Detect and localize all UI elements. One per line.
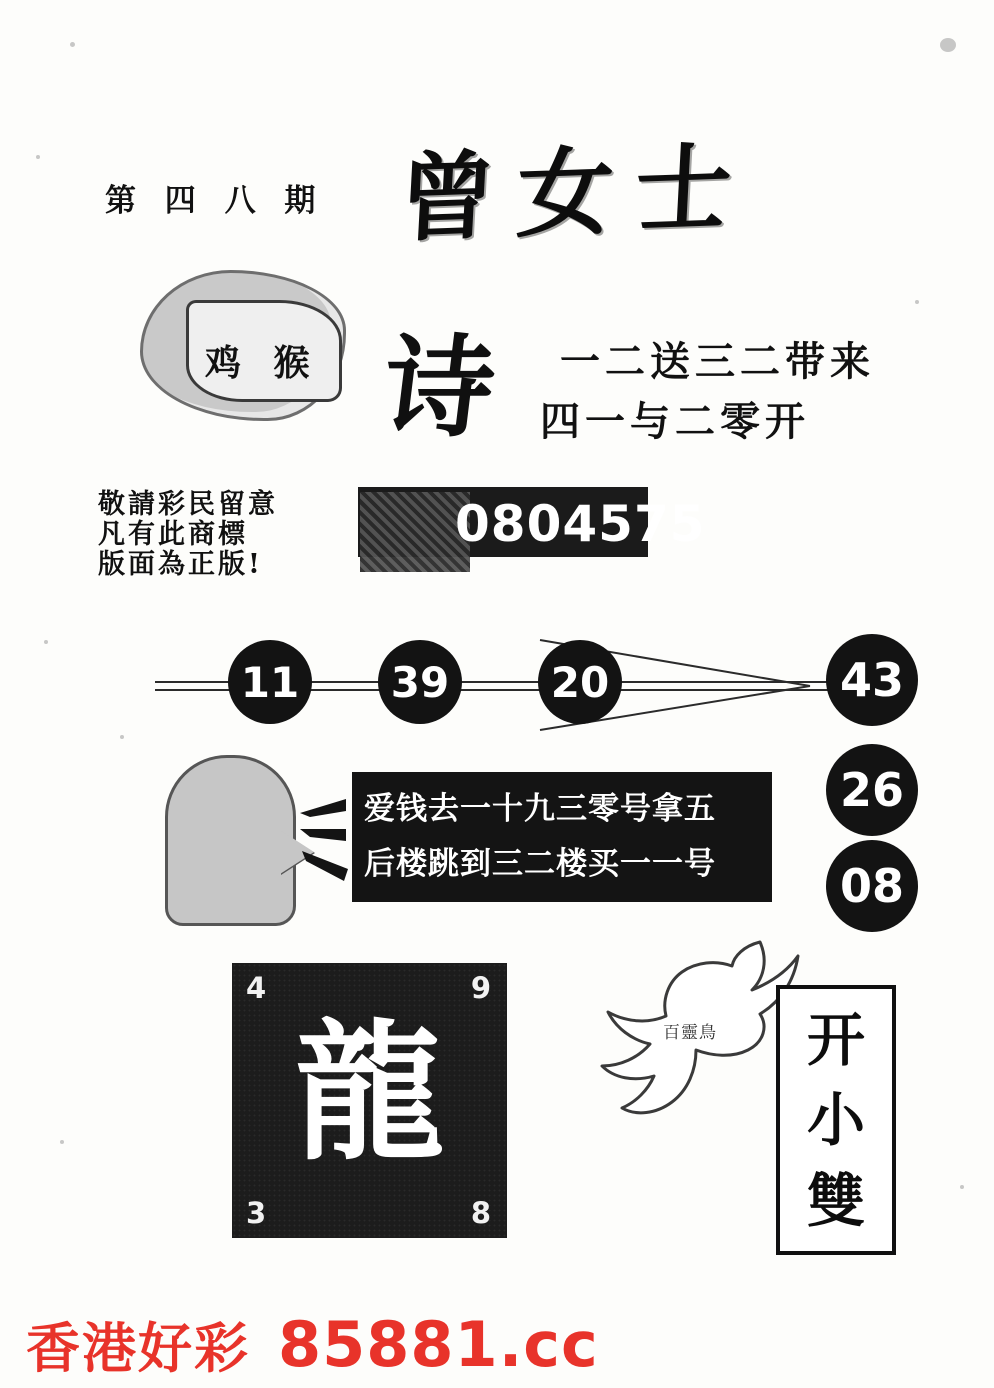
- dragon-card: [232, 963, 507, 1238]
- poem-line-2: 四一与二零开: [540, 398, 810, 445]
- scan-speck: [70, 42, 75, 47]
- notice-block: [98, 490, 278, 580]
- number-ball: 08: [826, 840, 918, 932]
- message-line-1: 爱钱去一十九三零号拿五: [364, 791, 716, 827]
- scan-speck: [940, 38, 956, 52]
- scan-speck: [120, 735, 124, 739]
- card-corner-number-bottom-right: 8: [470, 1196, 491, 1230]
- bird-outline-icon: [592, 930, 807, 1180]
- seal-stamp-icon: [360, 492, 470, 572]
- poem-character: 诗: [376, 323, 502, 452]
- message-box: [352, 772, 772, 902]
- head-silhouette-icon: [165, 755, 296, 926]
- notice-line-3: 版面為正版!: [98, 549, 263, 580]
- vertical-char-1: 开: [806, 1005, 865, 1074]
- scan-speck: [960, 1185, 964, 1189]
- notice-line-1: 敬請彩民留意: [98, 489, 278, 520]
- number-ball: 11: [228, 640, 312, 724]
- number-ball: 39: [378, 640, 462, 724]
- vertical-char-2: 小: [806, 1086, 865, 1154]
- footer-brand: 香港好彩: [26, 1315, 250, 1380]
- scan-speck: [44, 640, 48, 644]
- card-corner-number-top-left: 4: [246, 971, 267, 1005]
- page-title: 曾女士: [395, 130, 757, 256]
- scan-speck: [36, 155, 40, 159]
- scan-speck: [60, 1140, 64, 1144]
- footer-bar: [0, 1300, 994, 1388]
- number-ball: 43: [826, 634, 918, 726]
- dragon-character: 龍: [294, 1005, 445, 1181]
- number-ball: 20: [538, 640, 622, 724]
- zodiac-animals-label: 鸡 猴: [205, 342, 320, 384]
- vertical-phrase-box: [776, 985, 896, 1255]
- card-corner-number-top-right: 9: [470, 971, 491, 1005]
- code-number: 0804575: [455, 495, 706, 553]
- number-ball: 26: [826, 744, 918, 836]
- bird-label: 百靈鳥: [663, 1023, 717, 1043]
- card-corner-number-bottom-left: 3: [246, 1196, 267, 1230]
- footer-url[interactable]: 85881.cc: [278, 1307, 599, 1381]
- message-line-2: 后楼跳到三二楼买一一号: [364, 846, 716, 882]
- issue-label: 第 四 八 期: [105, 183, 325, 219]
- vertical-char-3: 雙: [806, 1166, 865, 1235]
- scan-speck: [915, 300, 919, 304]
- notice-line-2: 凡有此商標: [98, 519, 248, 550]
- poem-line-1: 一二送三二带来: [560, 338, 875, 385]
